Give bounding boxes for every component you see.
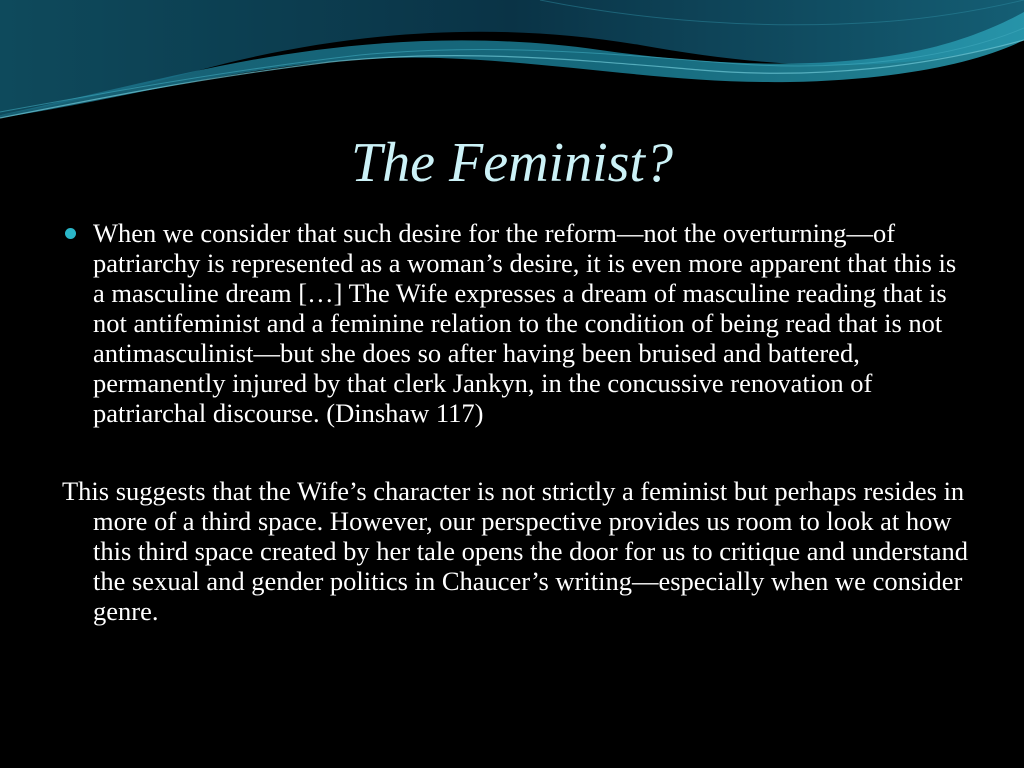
header-wave-decoration xyxy=(0,0,1024,120)
bullet-dot-icon xyxy=(65,228,76,239)
quote-bullet xyxy=(93,218,973,428)
quote-text: When we consider that such desire for the reform—not the overturning—of patriarchy is represented as a woman’s desire, it is even more apparent that this is a masculine dream […] The Wife expresses a dream of masculine reading that is not antifeminist and a feminine relation to the condition of being read that is not antimasculinist—but she does so after having been bruised and battered, permanently injured by that clerk Jankyn, in the concussive renovation of patriarchal discourse. (Dinshaw 117) xyxy=(93,218,957,428)
slide-body xyxy=(62,218,982,626)
slide-title: The Feminist? xyxy=(351,132,673,194)
commentary-paragraph: This suggests that the Wife’s character is not strictly a feminist but perhaps resides in more of a third space. However, our perspective provides us room to look at how this third space created by her tale opens the door for us to critique and understand the sexual and gender politics in Chaucer’s writing—especially when we consider genre. xyxy=(62,476,968,626)
